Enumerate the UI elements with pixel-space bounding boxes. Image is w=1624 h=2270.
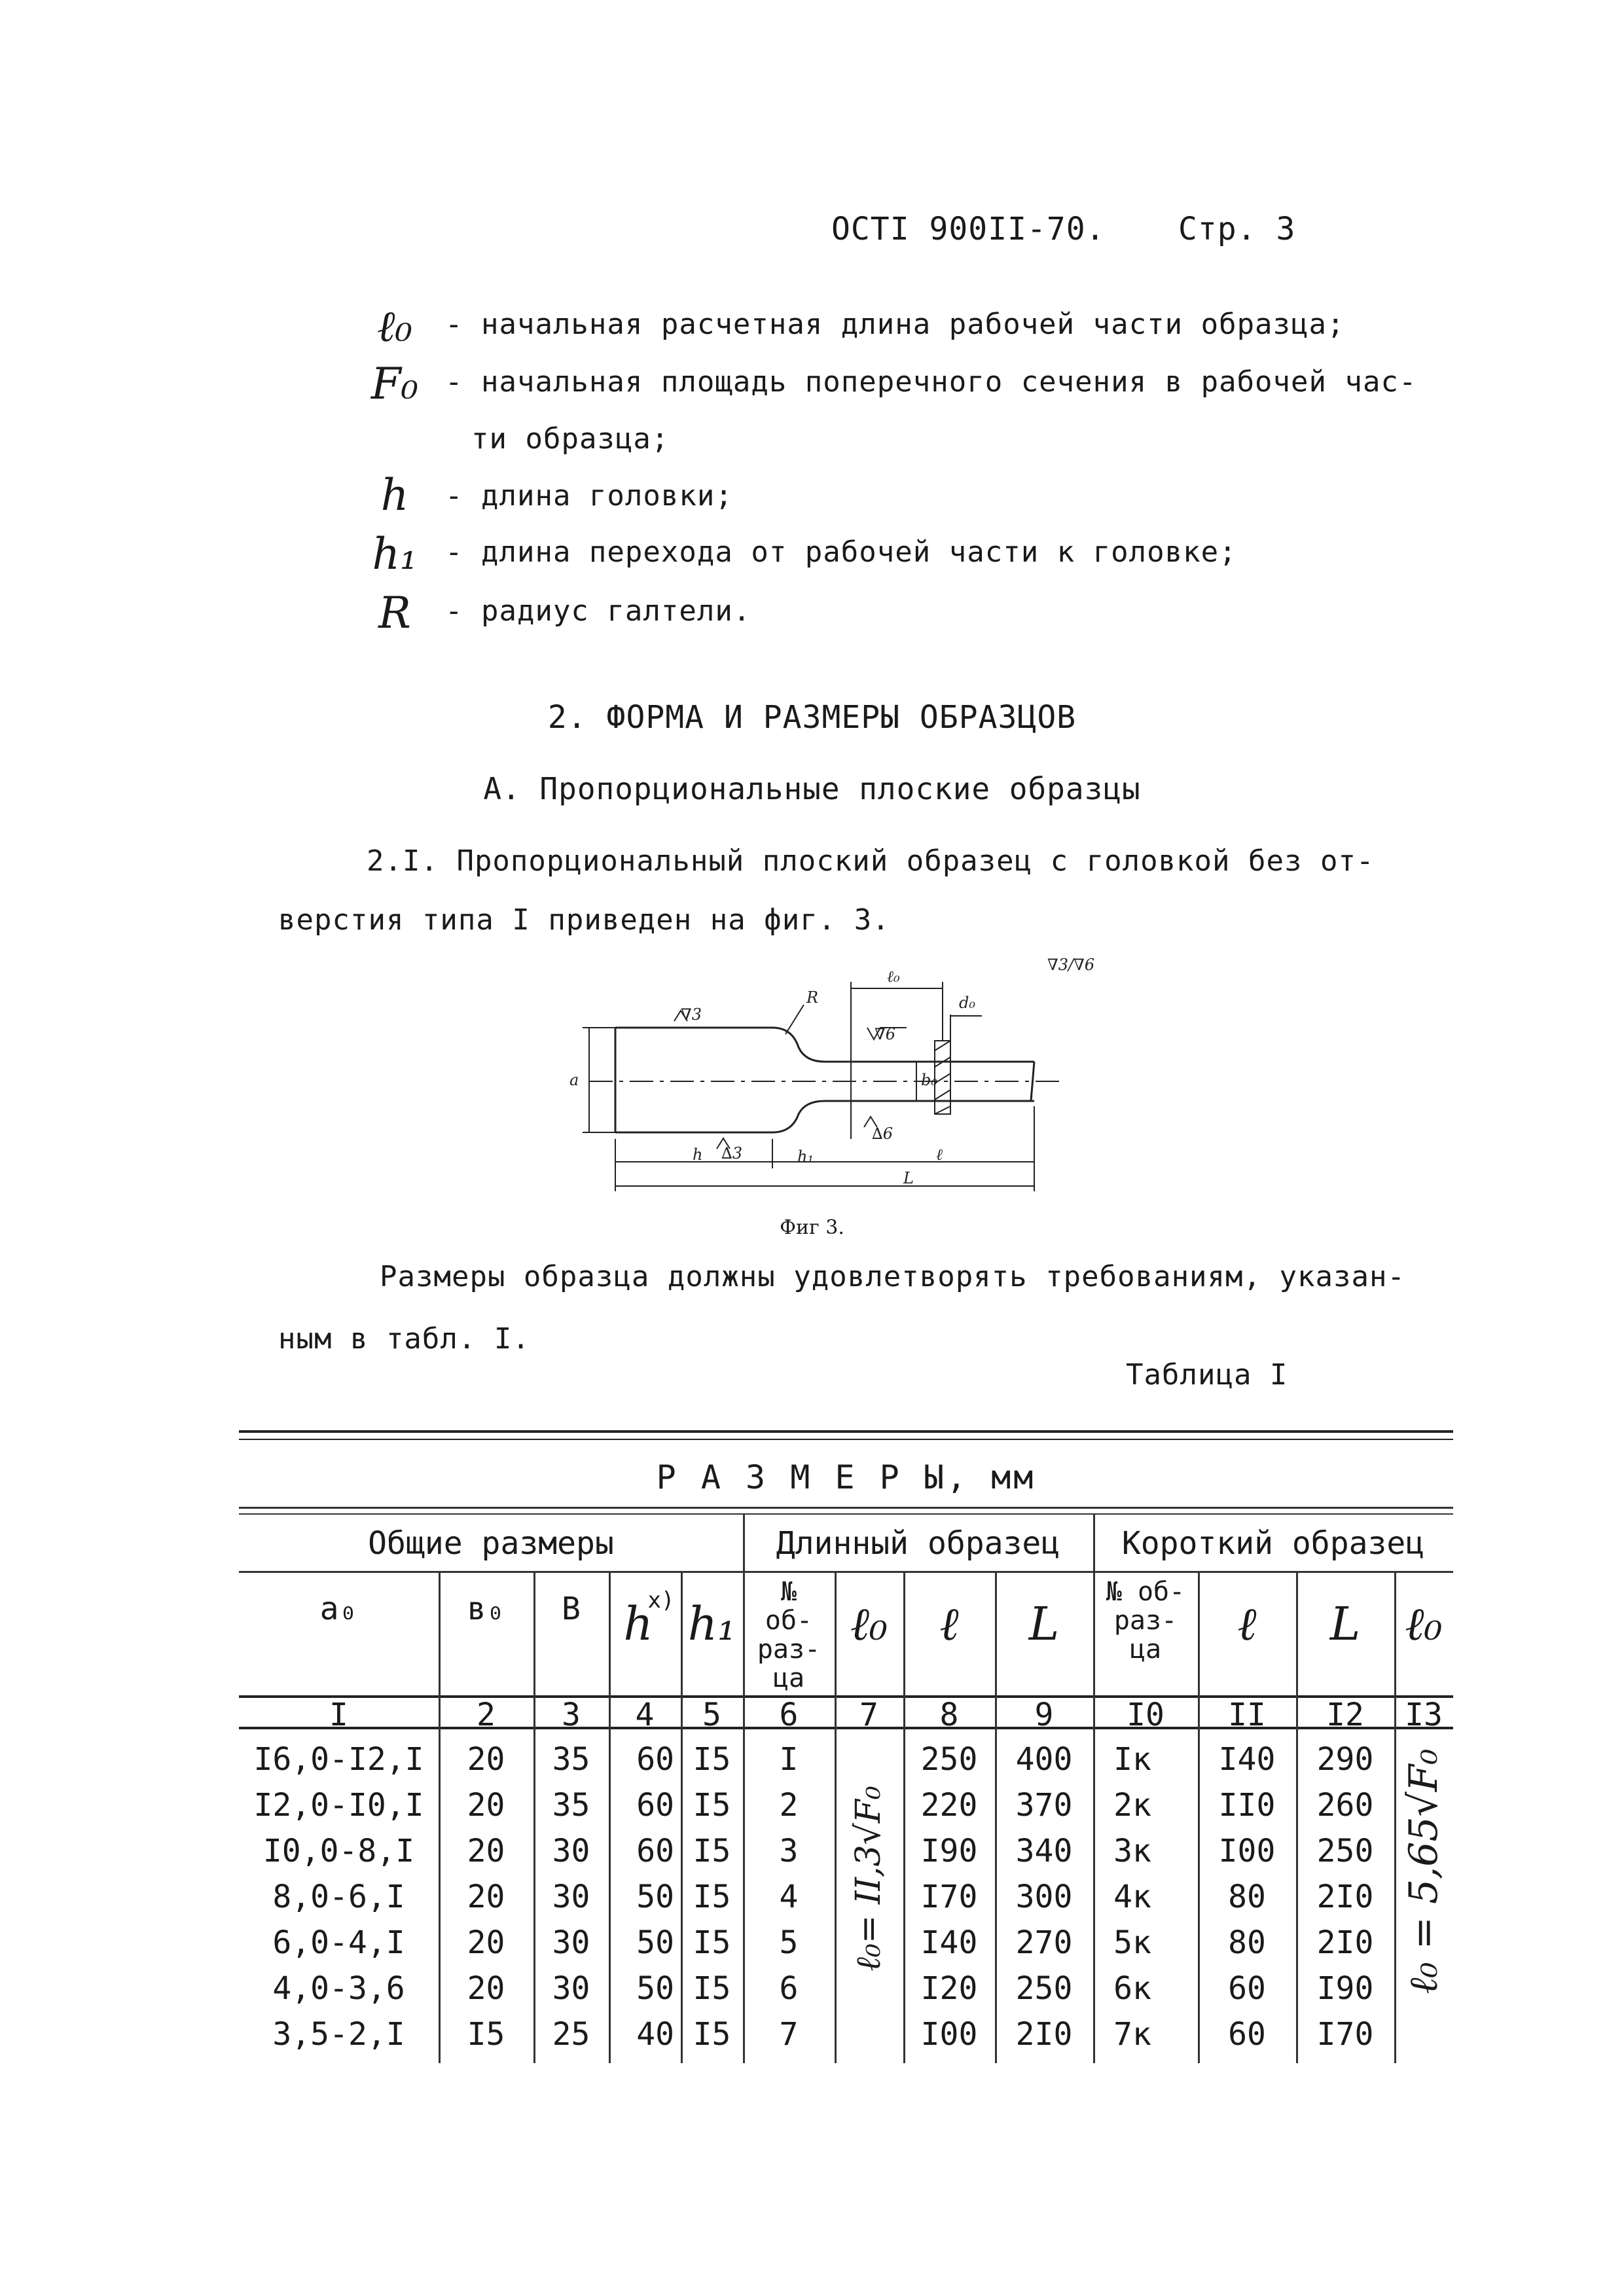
fig-label-b0: b₀ (921, 1071, 937, 1089)
cell-short-l: I40 (1218, 1741, 1276, 1778)
document-code: ОСТI 900II-70. (831, 211, 1106, 247)
cell-a0: I0,0-8,I (262, 1833, 415, 1869)
cell-h1: I5 (693, 1970, 731, 2007)
group-general: Общие размеры (368, 1525, 614, 1562)
long-formula: ℓ₀= II,3√F₀ (849, 1786, 888, 1972)
definition-f0: - начальная площадь поперечного сечения в рабочей час- (445, 365, 1417, 399)
cell-b: 35 (552, 1787, 590, 1824)
col-header-a0: a₀ (319, 1591, 358, 1627)
cell-h1: I5 (693, 2016, 731, 2053)
fig-label-d6: ∆6 (872, 1125, 893, 1143)
cell-short-number: 7к (1113, 2016, 1151, 2053)
cell-h: 60 (636, 1787, 674, 1824)
col-number: 4 (635, 1697, 655, 1733)
cell-a0: I6,0-I2,I (253, 1741, 424, 1778)
cell-b0: 20 (467, 1741, 505, 1778)
cell-h: 60 (636, 1741, 674, 1778)
fig-label-h: h (693, 1145, 703, 1164)
col-header-long-l: ℓ (939, 1597, 959, 1651)
cell-h: 40 (636, 2016, 674, 2053)
cell-short-number: 2к (1113, 1787, 1151, 1824)
cell-long-big-l: 250 (1015, 1970, 1073, 2007)
cell-long-big-l: 340 (1015, 1833, 1073, 1869)
cell-short-big-l: 2I0 (1316, 1924, 1374, 1961)
symbol-l0: ℓ₀ (377, 301, 412, 351)
definition-h: - длина головки; (445, 479, 733, 513)
cell-a0: 4,0-3,6 (272, 1970, 405, 2007)
col-number: I2 (1326, 1697, 1364, 1733)
fig-label-l: ℓ (936, 1145, 943, 1164)
cell-long-l: I00 (920, 2016, 978, 2053)
cell-long-number: I (779, 1741, 799, 1778)
cell-short-l: 80 (1228, 1924, 1266, 1961)
cell-short-number: Iк (1113, 1741, 1151, 1778)
roughness-label: ∇3/∇6 (1047, 956, 1095, 974)
col-number: 3 (562, 1697, 581, 1733)
requirements-line2: ным в табл. I. (278, 1322, 530, 1356)
col-header-b0: в₀ (467, 1591, 505, 1627)
cell-h: 50 (636, 1970, 674, 2007)
cell-short-big-l: 2I0 (1316, 1879, 1374, 1915)
cell-b: 30 (552, 1924, 590, 1961)
cell-short-big-l: 290 (1316, 1741, 1374, 1778)
fig-label-v3: ∇3 (681, 1005, 702, 1024)
cell-h1: I5 (693, 1924, 731, 1961)
col-number: 8 (939, 1697, 959, 1733)
cell-h: 60 (636, 1833, 674, 1869)
cell-short-l: 60 (1228, 2016, 1266, 2053)
col-header-h1: h₁ (687, 1597, 736, 1651)
figure-caption: Фиг 3. (780, 1216, 844, 1239)
cell-h1: I5 (693, 1787, 731, 1824)
cell-a0: 8,0-6,I (272, 1879, 405, 1915)
cell-b0: 20 (467, 1924, 505, 1961)
definition-l0: - начальная расчетная длина рабочей части образца; (445, 308, 1345, 341)
cell-long-number: 4 (779, 1879, 799, 1915)
section-title: 2. ФОРМА И РАЗМЕРЫ ОБРАЗЦОВ (547, 699, 1077, 736)
cell-short-number: 5к (1113, 1924, 1151, 1961)
definition-r: - радиус галтели. (445, 594, 751, 628)
col-number: 7 (859, 1697, 878, 1733)
col-header-short-l: ℓ (1237, 1597, 1257, 1651)
col-number: 9 (1034, 1697, 1054, 1733)
cell-b: 30 (552, 1970, 590, 2007)
cell-long-l: 250 (920, 1741, 978, 1778)
definition-f0-cont: ти образца; (471, 422, 670, 456)
specimen-drawing (550, 943, 1152, 1217)
short-formula: ℓ₀ = 5,65√F₀ (1401, 1748, 1447, 1994)
fig-label-d0: d₀ (959, 994, 975, 1012)
col-header-h-note: x) (647, 1587, 675, 1613)
fig-label-big-l: L (903, 1169, 914, 1187)
cell-b0: 20 (467, 1833, 505, 1869)
symbol-f0: F₀ (370, 359, 419, 409)
cell-h1: I5 (693, 1833, 731, 1869)
cell-b0: 20 (467, 1787, 505, 1824)
page-number: Стр. 3 (1178, 211, 1296, 247)
fig-label-l0: ℓ₀ (887, 967, 900, 986)
cell-short-big-l: I90 (1316, 1970, 1374, 2007)
cell-long-l: 220 (920, 1787, 978, 1824)
cell-long-big-l: 400 (1015, 1741, 1073, 1778)
cell-b0: I5 (467, 2016, 505, 2053)
cell-long-big-l: 300 (1015, 1879, 1073, 1915)
paragraph-2-1-line1: 2.I. Пропорциональный плоский образец с головкой без от- (367, 844, 1375, 878)
col-number: I (329, 1697, 348, 1733)
table-label: Таблица I (1126, 1358, 1288, 1392)
table-title: Р А З М Е Р Ы, мм (656, 1458, 1036, 1496)
cell-short-l: II0 (1218, 1787, 1276, 1824)
cell-long-l: I40 (920, 1924, 978, 1961)
cell-short-l: 60 (1228, 1970, 1266, 2007)
cell-a0: I2,0-I0,I (253, 1787, 424, 1824)
cell-short-big-l: 250 (1316, 1833, 1374, 1869)
col-number: 5 (702, 1697, 721, 1733)
cell-long-big-l: 270 (1015, 1924, 1073, 1961)
col-header-short-big-l: L (1329, 1597, 1361, 1651)
paragraph-2-1-line2: верстия типа I приведен на фиг. 3. (278, 903, 890, 937)
cell-h: 50 (636, 1879, 674, 1915)
cell-short-l: I00 (1218, 1833, 1276, 1869)
cell-a0: 6,0-4,I (272, 1924, 405, 1961)
fig-label-a: a (569, 1071, 579, 1089)
col-header-b: В (562, 1591, 581, 1627)
cell-long-l: I90 (920, 1833, 978, 1869)
cell-short-number: 4к (1113, 1879, 1151, 1915)
cell-h: 50 (636, 1924, 674, 1961)
col-number: I0 (1127, 1697, 1164, 1733)
cell-b: 35 (552, 1741, 590, 1778)
cell-h1: I5 (693, 1741, 731, 1778)
subsection-title: А. Пропорциональные плоские образцы (483, 771, 1141, 806)
col-header-long-l0: ℓ₀ (850, 1597, 888, 1651)
col-header-short-number: № об- раз- ца (1106, 1577, 1185, 1665)
col-header-long-number: № об- раз- ца (757, 1577, 821, 1693)
cell-long-number: 6 (779, 1970, 799, 2007)
cell-b: 30 (552, 1833, 590, 1869)
col-number: I3 (1405, 1697, 1443, 1733)
requirements-line1: Размеры образца должны удовлетворять требованиям, указан- (380, 1260, 1405, 1293)
cell-short-big-l: 260 (1316, 1787, 1374, 1824)
cell-b0: 20 (467, 1879, 505, 1915)
cell-long-number: 3 (779, 1833, 799, 1869)
symbol-r: R (378, 588, 411, 638)
col-number: 2 (477, 1697, 496, 1733)
fig-label-h1: h₁ (797, 1147, 814, 1166)
symbol-h: h (380, 470, 409, 520)
fig-label-d3: ∆3 (721, 1144, 743, 1162)
cell-long-big-l: 370 (1015, 1787, 1073, 1824)
cell-short-number: 3к (1113, 1833, 1151, 1869)
cell-b: 30 (552, 1879, 590, 1915)
group-short: Короткий образец (1121, 1525, 1425, 1562)
cell-long-number: 5 (779, 1924, 799, 1961)
cell-long-big-l: 2I0 (1015, 2016, 1073, 2053)
cell-long-l: I70 (920, 1879, 978, 1915)
cell-short-number: 6к (1113, 1970, 1151, 2007)
col-number: II (1228, 1697, 1266, 1733)
cell-long-number: 7 (779, 2016, 799, 2053)
cell-short-big-l: I70 (1316, 2016, 1374, 2053)
fig-label-v6: ∇6 (875, 1025, 896, 1043)
col-header-short-l0: ℓ₀ (1405, 1597, 1443, 1651)
cell-long-number: 2 (779, 1787, 799, 1824)
cell-b: 25 (552, 2016, 590, 2053)
cell-long-l: I20 (920, 1970, 978, 2007)
cell-h1: I5 (693, 1879, 731, 1915)
cell-b0: 20 (467, 1970, 505, 2007)
symbol-h1: h₁ (372, 529, 418, 579)
col-header-long-big-l: L (1028, 1597, 1060, 1651)
fig-label-r: R (806, 988, 819, 1007)
cell-a0: 3,5-2,I (272, 2016, 405, 2053)
col-header-h: h (623, 1597, 653, 1651)
group-long: Длинный образец (776, 1525, 1060, 1562)
col-number: 6 (779, 1697, 799, 1733)
definition-h1: - длина перехода от рабочей части к головке; (445, 535, 1237, 569)
cell-short-l: 80 (1228, 1879, 1266, 1915)
